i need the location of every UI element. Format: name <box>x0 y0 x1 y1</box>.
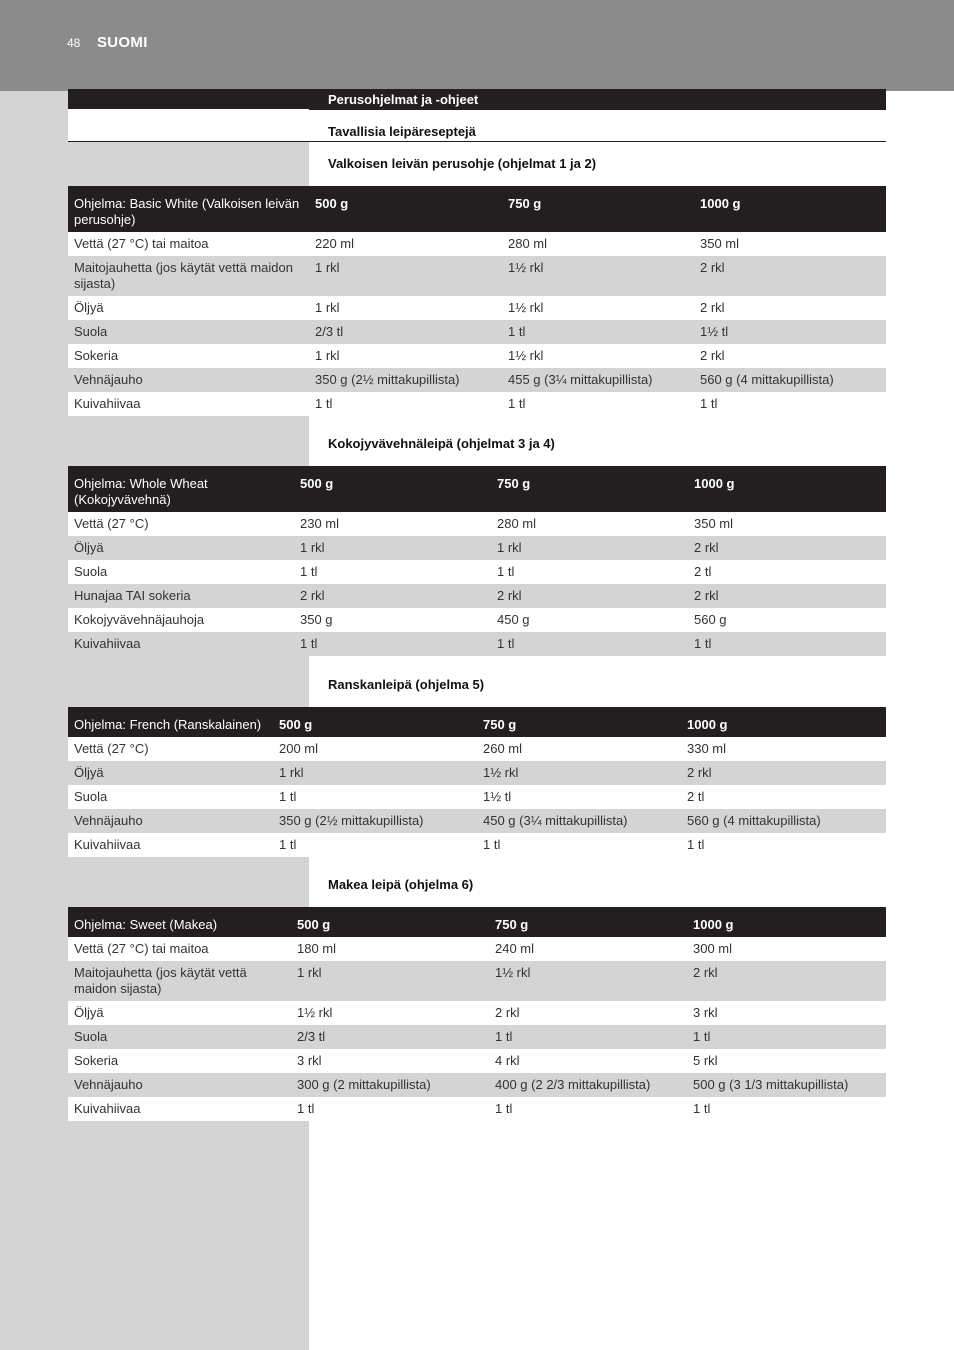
amount-cell: 560 g (4 mittakupillista) <box>681 809 886 833</box>
ingredient-cell: Öljyä <box>68 761 273 785</box>
ingredient-cell: Suola <box>74 564 108 579</box>
amount-cell: 560 g (4 mittakupillista) <box>694 368 886 392</box>
section-title-basic-white: Valkoisen leivän perusohje (ohjelmat 1 ja 2) <box>328 156 597 171</box>
amount-cell: 1 tl <box>491 632 688 656</box>
amount-cell: 1½ rkl <box>477 761 681 785</box>
amount-cell: 240 ml <box>495 941 535 956</box>
table-row <box>68 761 886 785</box>
amount-cell: 2 rkl <box>700 348 725 363</box>
table-row <box>68 256 886 296</box>
section-title-whole-wheat: Kokojyvävehnäleipä (ohjelmat 3 ja 4) <box>328 436 555 451</box>
language-label: SUOMI <box>97 34 148 51</box>
amount-cell: 1½ rkl <box>502 256 694 296</box>
amount-cell: 455 g (3¼ mittakupillista) <box>502 368 694 392</box>
table-row <box>68 560 886 584</box>
amount-cell: 450 g <box>497 612 530 627</box>
program-name-header: Ohjelma: French (Ranskalainen) <box>68 707 273 737</box>
table-row <box>68 1097 886 1121</box>
table-row <box>68 632 886 656</box>
loaf-size-header: 1000 g <box>681 707 886 737</box>
ingredient-cell: Vettä (27 °C) tai maitoa <box>74 941 209 956</box>
ingredient-cell: Kuivahiivaa <box>74 837 141 852</box>
amount-cell: 1½ tl <box>694 320 886 344</box>
table-row <box>68 608 886 632</box>
table-header-row <box>68 466 886 512</box>
ingredient-cell: Maitojauhetta (jos käytät vettä maidon sijasta) <box>68 961 291 1001</box>
table-row <box>68 512 886 536</box>
ingredient-cell: Sokeria <box>74 1053 119 1068</box>
table-header-row <box>68 907 886 937</box>
amount-cell: 220 ml <box>315 236 355 251</box>
page-number: 48 <box>67 36 81 50</box>
ingredient-cell: Kuivahiivaa <box>68 632 294 656</box>
ingredient-cell: Vettä (27 °C) <box>74 516 149 531</box>
amount-cell: 230 ml <box>300 516 340 531</box>
recipe-table-sweet <box>68 907 886 1121</box>
table-row <box>68 584 886 608</box>
amount-cell: 1 tl <box>688 632 886 656</box>
amount-cell: 350 g <box>300 612 333 627</box>
table-row <box>68 232 886 256</box>
amount-cell: 2/3 tl <box>291 1025 489 1049</box>
amount-cell: 1 tl <box>483 837 501 852</box>
ingredient-cell: Suola <box>74 789 108 804</box>
amount-cell: 1 tl <box>279 789 297 804</box>
amount-cell: 1 tl <box>489 1025 687 1049</box>
amount-cell: 2 rkl <box>700 300 725 315</box>
amount-cell: 4 rkl <box>495 1053 520 1068</box>
amount-cell: 1 tl <box>495 1101 513 1116</box>
ingredient-cell: Öljyä <box>68 536 294 560</box>
amount-cell: 350 ml <box>700 236 740 251</box>
amount-cell: 1½ rkl <box>297 1005 333 1020</box>
amount-cell: 2 rkl <box>694 256 886 296</box>
amount-cell: 1 tl <box>508 396 526 411</box>
main-title: Perusohjelmat ja -ohjeet <box>328 92 479 107</box>
amount-cell: 350 g (2½ mittakupillista) <box>309 368 502 392</box>
amount-cell: 3 rkl <box>693 1005 718 1020</box>
ingredient-cell: Vettä (27 °C) <box>74 741 149 756</box>
amount-cell: 1½ tl <box>483 789 512 804</box>
table-row <box>68 937 886 961</box>
amount-cell: 1 tl <box>687 1025 886 1049</box>
amount-cell: 1 tl <box>279 837 297 852</box>
amount-cell: 3 rkl <box>297 1053 322 1068</box>
loaf-size-header: 750 g <box>489 907 687 937</box>
amount-cell: 2 tl <box>694 564 712 579</box>
table-row <box>68 1049 886 1073</box>
table-header-row <box>68 186 886 232</box>
amount-cell: 1 tl <box>700 396 718 411</box>
amount-cell: 2 rkl <box>687 961 886 1001</box>
ingredient-cell: Suola <box>68 320 309 344</box>
amount-cell: 2/3 tl <box>309 320 502 344</box>
amount-cell: 2 rkl <box>688 536 886 560</box>
amount-cell: 450 g (3¼ mittakupillista) <box>477 809 681 833</box>
ingredient-cell: Vettä (27 °C) tai maitoa <box>74 236 209 251</box>
table-row <box>68 392 886 416</box>
table-row <box>68 1073 886 1097</box>
ingredient-cell: Hunajaa TAI sokeria <box>68 584 294 608</box>
amount-cell: 2 tl <box>687 789 705 804</box>
ingredient-cell: Kokojyvävehnäjauhoja <box>74 612 205 627</box>
amount-cell: 260 ml <box>483 741 523 756</box>
section-title-sweet: Makea leipä (ohjelma 6) <box>328 877 474 892</box>
ingredient-cell: Maitojauhetta (jos käytät vettä maidon sijasta) <box>68 256 309 296</box>
program-name-header: Ohjelma: Whole Wheat (Kokojyvävehnä) <box>68 466 294 512</box>
loaf-size-header: 750 g <box>491 466 688 512</box>
loaf-size-header: 1000 g <box>694 186 886 232</box>
amount-cell: 1 rkl <box>315 300 340 315</box>
ingredient-cell: Vehnäjauho <box>68 1073 291 1097</box>
amount-cell: 300 ml <box>693 941 733 956</box>
loaf-size-header: 750 g <box>502 186 694 232</box>
amount-cell: 1 tl <box>315 396 333 411</box>
amount-cell: 1 tl <box>497 564 515 579</box>
ingredient-cell: Öljyä <box>74 300 104 315</box>
loaf-size-header: 500 g <box>294 466 491 512</box>
ingredient-cell: Vehnäjauho <box>68 368 309 392</box>
table-row <box>68 320 886 344</box>
table-row <box>68 737 886 761</box>
loaf-size-header: 1000 g <box>687 907 886 937</box>
loaf-size-header: 500 g <box>273 707 477 737</box>
table-row <box>68 1025 886 1049</box>
table-row <box>68 809 886 833</box>
table-row <box>68 368 886 392</box>
amount-cell: 200 ml <box>279 741 319 756</box>
table-row <box>68 1001 886 1025</box>
amount-cell: 280 ml <box>508 236 548 251</box>
amount-cell: 350 ml <box>694 516 734 531</box>
amount-cell: 2 rkl <box>495 1005 520 1020</box>
amount-cell: 2 rkl <box>688 584 886 608</box>
table-header-row <box>68 707 886 737</box>
amount-cell: 1½ rkl <box>489 961 687 1001</box>
amount-cell: 350 g (2½ mittakupillista) <box>273 809 477 833</box>
loaf-size-header: 1000 g <box>688 466 886 512</box>
amount-cell: 1 rkl <box>294 536 491 560</box>
amount-cell: 500 g (3 1/3 mittakupillista) <box>687 1073 886 1097</box>
amount-cell: 1 tl <box>297 1101 315 1116</box>
program-name-header: Ohjelma: Basic White (Valkoisen leivän perusohje) <box>68 186 309 232</box>
amount-cell: 300 g (2 mittakupillista) <box>291 1073 489 1097</box>
subtitle-block <box>68 109 309 141</box>
amount-cell: 1 rkl <box>315 348 340 363</box>
amount-cell: 1 tl <box>687 837 705 852</box>
ingredient-cell: Suola <box>68 1025 291 1049</box>
amount-cell: 400 g (2 2/3 mittakupillista) <box>489 1073 687 1097</box>
amount-cell: 1 rkl <box>491 536 688 560</box>
amount-cell: 1 rkl <box>309 256 502 296</box>
ingredient-cell: Sokeria <box>74 348 119 363</box>
table-row <box>68 785 886 809</box>
amount-cell: 280 ml <box>497 516 537 531</box>
ingredient-cell: Öljyä <box>74 1005 104 1020</box>
amount-cell: 560 g <box>694 612 727 627</box>
amount-cell: 1 tl <box>300 564 318 579</box>
amount-cell: 2 rkl <box>294 584 491 608</box>
amount-cell: 2 rkl <box>491 584 688 608</box>
amount-cell: 1 tl <box>502 320 694 344</box>
ingredient-cell: Vehnäjauho <box>68 809 273 833</box>
table-row <box>68 536 886 560</box>
table-row <box>68 833 886 857</box>
section-title-french: Ranskanleipä (ohjelma 5) <box>328 677 485 692</box>
amount-cell: 1½ rkl <box>508 300 544 315</box>
amount-cell: 1 tl <box>693 1101 711 1116</box>
amount-cell: 5 rkl <box>693 1053 718 1068</box>
amount-cell: 1½ rkl <box>508 348 544 363</box>
loaf-size-header: 500 g <box>291 907 489 937</box>
table-row <box>68 961 886 1001</box>
recipe-table-french <box>68 707 886 857</box>
table-row <box>68 296 886 320</box>
ingredient-cell: Kuivahiivaa <box>74 1101 141 1116</box>
recipe-table-whole-wheat <box>68 466 886 656</box>
amount-cell: 1 rkl <box>291 961 489 1001</box>
divider-rule <box>68 141 886 142</box>
sub-title: Tavallisia leipäreseptejä <box>328 124 476 139</box>
amount-cell: 1 tl <box>294 632 491 656</box>
amount-cell: 330 ml <box>687 741 727 756</box>
amount-cell: 1 rkl <box>273 761 477 785</box>
amount-cell: 2 rkl <box>681 761 886 785</box>
loaf-size-header: 500 g <box>309 186 502 232</box>
program-name-header: Ohjelma: Sweet (Makea) <box>68 907 291 937</box>
loaf-size-header: 750 g <box>477 707 681 737</box>
table-row <box>68 344 886 368</box>
amount-cell: 180 ml <box>297 941 337 956</box>
recipe-table-basic-white <box>68 186 886 416</box>
ingredient-cell: Kuivahiivaa <box>74 396 141 411</box>
